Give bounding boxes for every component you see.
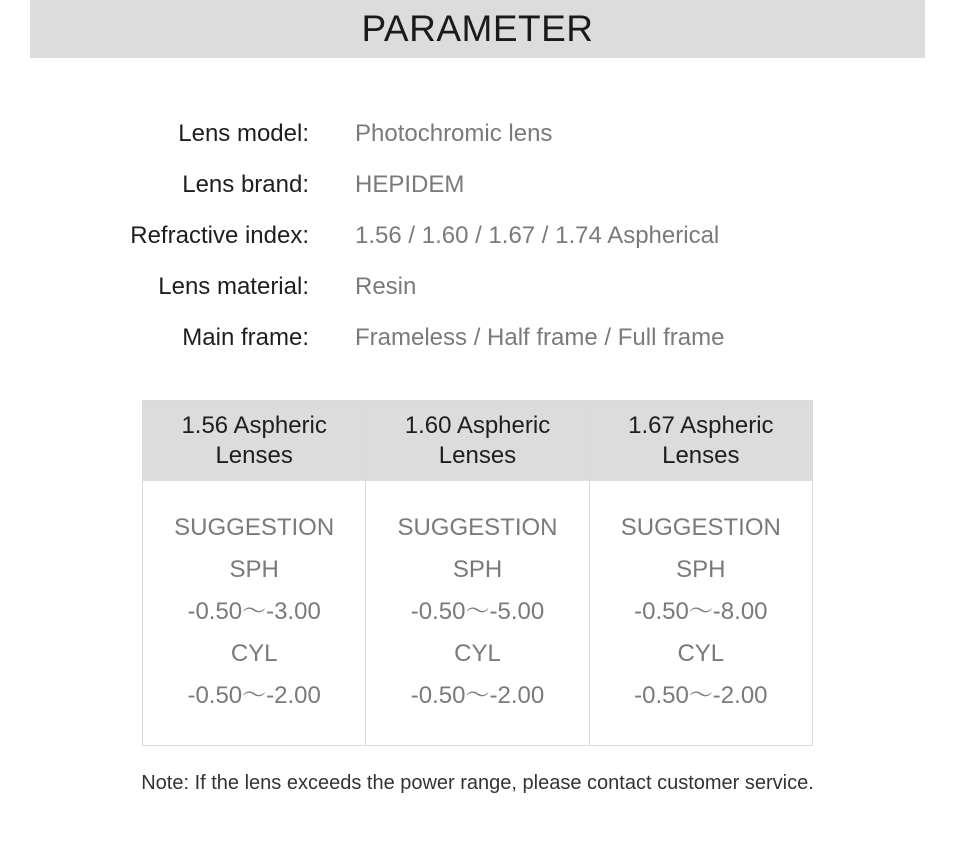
lens-column-title: 1.56 Aspheric [181,412,327,439]
lens-column-body [366,481,588,717]
lens-column-1-56 [143,401,366,745]
lens-column-1-67 [590,401,812,745]
spec-row-lens-model [0,108,955,159]
sph-label: SPH [452,556,503,583]
cyl-label: CYL [454,640,501,667]
cyl-range: -0.50～-2.00 [410,682,545,709]
spec-value: Photochromic lens [355,119,553,147]
cyl-range: -0.50～-2.00 [187,682,321,709]
suggestion-label: SUGGESTION [397,514,558,541]
spec-row-lens-brand [0,159,955,210]
spec-value: Resin [355,272,417,300]
power-range-note: Note: If the lens exceeds the power range, please contact customer service. [141,772,814,794]
sph-label: SPH [676,556,726,583]
spec-value: 1.56 / 1.60 / 1.67 / 1.74 Aspherical [355,221,720,249]
spec-label: Refractive index: [130,221,309,249]
page-title: PARAMETER [361,8,594,49]
sph-range: -0.50～-5.00 [410,598,545,625]
spec-row-refractive-index [0,210,955,261]
cyl-label: CYL [230,640,278,667]
lens-column-title: 1.60 Aspheric [404,412,551,439]
lens-column-1-60 [366,401,589,745]
spec-row-lens-material [0,261,955,312]
lens-column-body [143,481,365,717]
cyl-range: -0.50～-2.00 [634,682,768,709]
lens-column-subtitle: Lenses [662,442,740,469]
lens-column-subtitle: Lenses [215,442,293,469]
spec-label: Lens brand: [182,170,309,198]
spec-label: Lens material: [158,272,309,300]
cyl-label: CYL [677,640,725,667]
lens-range-table [142,400,813,746]
spec-label: Lens model: [178,119,309,147]
lens-column-header [143,401,365,481]
spec-value: Frameless / Half frame / Full frame [355,323,725,351]
sph-range: -0.50～-8.00 [634,598,768,625]
lens-column-header [590,401,812,481]
lens-column-header [366,401,588,481]
suggestion-label: SUGGESTION [174,514,335,541]
suggestion-label: SUGGESTION [620,514,781,541]
sph-range: -0.50～-3.00 [187,598,321,625]
spec-label: Main frame: [182,323,309,351]
spec-list [0,108,955,363]
lens-column-title: 1.67 Aspheric [628,412,774,439]
header-band [30,0,925,58]
lens-column-body [590,481,812,717]
spec-row-main-frame [0,312,955,363]
lens-column-subtitle: Lenses [438,442,517,469]
sph-label: SPH [229,556,279,583]
spec-value: HEPIDEM [355,170,465,198]
